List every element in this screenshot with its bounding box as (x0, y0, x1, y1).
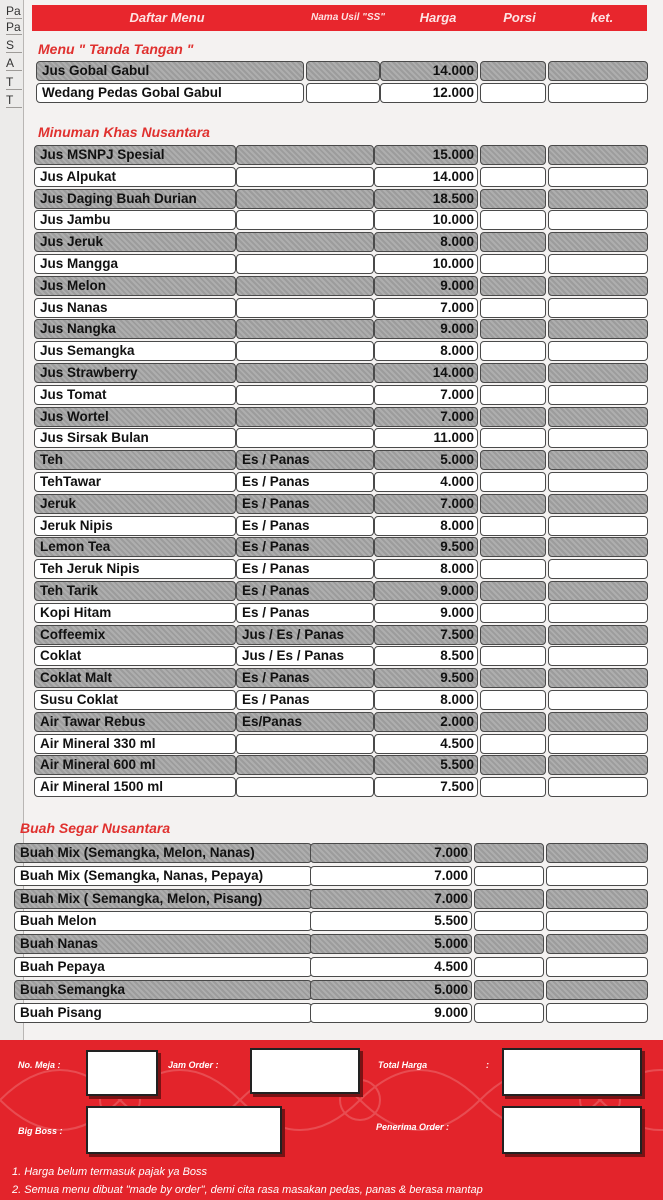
ket-field[interactable] (546, 911, 648, 931)
menu-row (0, 298, 663, 318)
item-price: 14.000 (374, 363, 478, 383)
porsi-field[interactable] (474, 980, 544, 1000)
item-name: Buah Pisang (14, 1003, 312, 1023)
item-option (236, 254, 374, 274)
item-price: 8.000 (374, 690, 478, 710)
item-option: Es / Panas (236, 668, 374, 688)
big-boss-field[interactable] (86, 1106, 282, 1154)
porsi-field[interactable] (480, 734, 546, 754)
header-nama: Nama Usil "SS" (311, 12, 385, 23)
item-price: 18.500 (374, 189, 478, 209)
ket-field[interactable] (548, 254, 648, 274)
item-name: Jus Strawberry (34, 363, 236, 383)
ket-field[interactable] (546, 866, 648, 886)
menu-row (0, 232, 663, 252)
ket-field[interactable] (548, 341, 648, 361)
menu-row (0, 581, 663, 601)
porsi-field[interactable] (480, 145, 546, 165)
total-harga-colon: : (486, 1060, 489, 1070)
item-price: 5.000 (310, 980, 472, 1000)
porsi-field[interactable] (480, 428, 546, 448)
porsi-field[interactable] (474, 911, 544, 931)
item-option (236, 755, 374, 775)
menu-row (0, 690, 663, 710)
ket-field[interactable] (548, 494, 648, 514)
menu-row (0, 319, 663, 339)
ket-field[interactable] (548, 363, 648, 383)
menu-row (0, 167, 663, 187)
porsi-field[interactable] (474, 934, 544, 954)
item-price: 8.500 (374, 646, 478, 666)
porsi-field[interactable] (480, 341, 546, 361)
item-price: 5.500 (374, 755, 478, 775)
item-option: Es / Panas (236, 690, 374, 710)
item-price: 11.000 (374, 428, 478, 448)
item-price: 8.000 (374, 232, 478, 252)
ket-field[interactable] (546, 889, 648, 909)
item-option: Jus / Es / Panas (236, 646, 374, 666)
ket-field[interactable] (548, 559, 648, 579)
ket-field[interactable] (548, 298, 648, 318)
item-price: 5.000 (374, 450, 478, 470)
ket-field[interactable] (548, 581, 648, 601)
menu-row (0, 712, 663, 732)
porsi-field[interactable] (474, 957, 544, 977)
item-price: 7.000 (310, 866, 472, 886)
menu-header (32, 5, 647, 31)
ket-field[interactable] (548, 189, 648, 209)
porsi-field[interactable] (474, 889, 544, 909)
item-price: 4.500 (310, 957, 472, 977)
total-harga-label: Total Harga (378, 1060, 428, 1070)
item-price: 2.000 (374, 712, 478, 732)
item-price: 15.000 (374, 145, 478, 165)
porsi-field[interactable] (474, 843, 544, 863)
edge-letter: T (6, 75, 22, 90)
menu-row (0, 603, 663, 623)
menu-row (0, 1003, 663, 1023)
item-name: Jus Nangka (34, 319, 236, 339)
menu-row (0, 385, 663, 405)
porsi-field[interactable] (480, 472, 546, 492)
item-name: Buah Semangka (14, 980, 312, 1000)
item-name: Jus Nanas (34, 298, 236, 318)
item-price: 7.000 (310, 889, 472, 909)
ket-field[interactable] (546, 1003, 648, 1023)
item-price: 7.500 (374, 777, 478, 797)
item-price: 9.000 (310, 1003, 472, 1023)
item-name: Jus Alpukat (34, 167, 236, 187)
item-name: Coklat (34, 646, 236, 666)
item-price: 14.000 (374, 167, 478, 187)
menu-row (0, 843, 663, 863)
item-option (236, 407, 374, 427)
penerima-order-label: Penerima Order : (376, 1122, 450, 1132)
menu-row (0, 145, 663, 165)
item-price: 7.000 (374, 407, 478, 427)
ket-field[interactable] (548, 83, 648, 103)
porsi-field[interactable] (480, 276, 546, 296)
header-porsi: Porsi (503, 10, 536, 25)
ket-field[interactable] (548, 755, 648, 775)
item-name: Teh (34, 450, 236, 470)
item-option (236, 319, 374, 339)
ket-field[interactable] (548, 646, 648, 666)
ket-field[interactable] (548, 450, 648, 470)
menu-row (0, 777, 663, 797)
item-name: Jeruk (34, 494, 236, 514)
menu-row (0, 210, 663, 230)
jam-order-field[interactable] (250, 1048, 360, 1094)
item-price: 8.000 (374, 516, 478, 536)
porsi-field[interactable] (480, 516, 546, 536)
item-name: Air Mineral 600 ml (34, 755, 236, 775)
porsi-field[interactable] (480, 690, 546, 710)
item-name: Buah Mix (Semangka, Melon, Nanas) (14, 843, 312, 863)
porsi-field[interactable] (480, 777, 546, 797)
item-name: Jus Wortel (34, 407, 236, 427)
item-name: Jus Tomat (34, 385, 236, 405)
porsi-field[interactable] (480, 232, 546, 252)
menu-row (0, 472, 663, 492)
no-meja-field[interactable] (86, 1050, 158, 1096)
item-price: 9.500 (374, 537, 478, 557)
ket-field[interactable] (548, 385, 648, 405)
porsi-field[interactable] (480, 581, 546, 601)
item-option (236, 189, 374, 209)
item-name: Jus Jeruk (34, 232, 236, 252)
menu-row (0, 889, 663, 909)
item-name: Kopi Hitam (34, 603, 236, 623)
edge-letter: A (6, 56, 22, 71)
porsi-field[interactable] (480, 450, 546, 470)
porsi-field[interactable] (480, 603, 546, 623)
porsi-field[interactable] (480, 755, 546, 775)
item-option (306, 61, 380, 81)
section-fruit-title: Buah Segar Nusantara (20, 820, 171, 836)
menu-row (0, 980, 663, 1000)
item-price: 10.000 (374, 210, 478, 230)
menu-row (0, 537, 663, 557)
header-harga: Harga (419, 10, 457, 25)
item-price: 7.500 (374, 625, 478, 645)
note-tax: 1. Harga belum termasuk pajak ya Boss (12, 1166, 208, 1178)
ket-field[interactable] (548, 407, 648, 427)
item-option (236, 341, 374, 361)
ket-field[interactable] (548, 210, 648, 230)
header-ket: ket. (590, 10, 614, 25)
item-name: Teh Tarik (34, 581, 236, 601)
item-price: 4.500 (374, 734, 478, 754)
item-name: Jus Melon (34, 276, 236, 296)
ket-field[interactable] (548, 232, 648, 252)
ket-field[interactable] (546, 934, 648, 954)
ket-field[interactable] (548, 145, 648, 165)
ket-field[interactable] (546, 980, 648, 1000)
porsi-field[interactable] (480, 385, 546, 405)
porsi-field[interactable] (480, 668, 546, 688)
item-option: Es / Panas (236, 537, 374, 557)
item-option: Es / Panas (236, 581, 374, 601)
ket-field[interactable] (548, 167, 648, 187)
porsi-field[interactable] (480, 363, 546, 383)
item-name: Lemon Tea (34, 537, 236, 557)
item-option (236, 298, 374, 318)
ket-field[interactable] (546, 957, 648, 977)
ket-field[interactable] (548, 712, 648, 732)
item-price: 8.000 (374, 559, 478, 579)
menu-row (0, 83, 663, 103)
ket-field[interactable] (548, 668, 648, 688)
no-meja-label: No. Meja : (18, 1060, 61, 1070)
item-option (236, 145, 374, 165)
item-price: 5.000 (310, 934, 472, 954)
ket-field[interactable] (548, 537, 648, 557)
porsi-field[interactable] (474, 1003, 544, 1023)
item-price: 9.000 (374, 603, 478, 623)
item-name: Jeruk Nipis (34, 516, 236, 536)
item-name: Buah Pepaya (14, 957, 312, 977)
menu-row (0, 934, 663, 954)
ket-field[interactable] (548, 61, 648, 81)
item-name: Jus Semangka (34, 341, 236, 361)
porsi-field[interactable] (480, 61, 546, 81)
menu-row (0, 61, 663, 81)
porsi-field[interactable] (480, 298, 546, 318)
section-drinks-title: Minuman Khas Nusantara (38, 124, 210, 140)
ket-field[interactable] (548, 625, 648, 645)
item-option (236, 734, 374, 754)
item-price: 8.000 (374, 341, 478, 361)
item-option (236, 167, 374, 187)
ket-field[interactable] (548, 603, 648, 623)
edge-letter: T (6, 93, 22, 108)
item-option: Es/Panas (236, 712, 374, 732)
item-option (306, 83, 380, 103)
ket-field[interactable] (548, 472, 648, 492)
item-name: Jus Daging Buah Durian (34, 189, 236, 209)
item-price: 7.000 (374, 298, 478, 318)
item-name: Coklat Malt (34, 668, 236, 688)
porsi-field[interactable] (480, 712, 546, 732)
item-name: Buah Nanas (14, 934, 312, 954)
porsi-field[interactable] (480, 537, 546, 557)
menu-row (0, 625, 663, 645)
porsi-field[interactable] (480, 189, 546, 209)
item-name: Coffeemix (34, 625, 236, 645)
porsi-field[interactable] (474, 866, 544, 886)
menu-row (0, 755, 663, 775)
big-boss-label: Big Boss : (18, 1126, 63, 1136)
item-option: Es / Panas (236, 603, 374, 623)
note-made-by-order: 2. Semua menu dibuat "made by order", demi cita rasa masakan pedas, panas & berasa mantap (12, 1184, 483, 1196)
item-name: Jus Sirsak Bulan (34, 428, 236, 448)
porsi-field[interactable] (480, 559, 546, 579)
item-price: 4.000 (374, 472, 478, 492)
item-option: Es / Panas (236, 472, 374, 492)
edge-letter: Pa (6, 20, 21, 34)
edge-letter: Pa (6, 4, 21, 18)
item-option (236, 363, 374, 383)
ket-field[interactable] (546, 843, 648, 863)
item-name: Teh Jeruk Nipis (34, 559, 236, 579)
item-option (236, 210, 374, 230)
item-option (236, 385, 374, 405)
menu-row (0, 254, 663, 274)
porsi-field[interactable] (480, 319, 546, 339)
item-name: Jus Jambu (34, 210, 236, 230)
item-option (236, 232, 374, 252)
item-name: TehTawar (34, 472, 236, 492)
jam-order-label: Jam Order : (168, 1060, 219, 1070)
menu-row (0, 646, 663, 666)
menu-row (0, 516, 663, 536)
item-name: Jus Gobal Gabul (36, 61, 304, 81)
ket-field[interactable] (548, 734, 648, 754)
ket-field[interactable] (548, 319, 648, 339)
item-price: 9.000 (374, 276, 478, 296)
item-price: 7.000 (310, 843, 472, 863)
item-option: Es / Panas (236, 516, 374, 536)
porsi-field[interactable] (480, 494, 546, 514)
menu-row (0, 668, 663, 688)
item-name: Jus MSNPJ Spesial (34, 145, 236, 165)
item-name: Air Tawar Rebus (34, 712, 236, 732)
item-option (236, 428, 374, 448)
item-name: Susu Coklat (34, 690, 236, 710)
item-name: Wedang Pedas Gobal Gabul (36, 83, 304, 103)
porsi-field[interactable] (480, 83, 546, 103)
porsi-field[interactable] (480, 210, 546, 230)
item-price: 12.000 (380, 83, 478, 103)
item-name: Buah Mix ( Semangka, Melon, Pisang) (14, 889, 312, 909)
menu-row (0, 363, 663, 383)
porsi-field[interactable] (480, 167, 546, 187)
section-signature-title: Menu " Tanda Tangan " (38, 41, 194, 57)
item-name: Buah Mix (Semangka, Nanas, Pepaya) (14, 866, 312, 886)
item-option: Jus / Es / Panas (236, 625, 374, 645)
porsi-field[interactable] (480, 625, 546, 645)
order-footer (0, 1040, 663, 1200)
item-name: Air Mineral 330 ml (34, 734, 236, 754)
ket-field[interactable] (548, 777, 648, 797)
item-option: Es / Panas (236, 559, 374, 579)
item-option: Es / Panas (236, 450, 374, 470)
menu-row (0, 341, 663, 361)
header-menu: Daftar Menu (129, 10, 205, 25)
menu-row (0, 734, 663, 754)
menu-row (0, 866, 663, 886)
edge-letter: S (6, 38, 22, 53)
menu-row (0, 428, 663, 448)
total-harga-field[interactable] (502, 1048, 642, 1096)
ket-field[interactable] (548, 690, 648, 710)
menu-row (0, 450, 663, 470)
item-price: 7.000 (374, 494, 478, 514)
menu-row (0, 957, 663, 977)
porsi-field[interactable] (480, 407, 546, 427)
ket-field[interactable] (548, 428, 648, 448)
item-price: 9.000 (374, 581, 478, 601)
item-name: Air Mineral 1500 ml (34, 777, 236, 797)
menu-row (0, 189, 663, 209)
item-name: Jus Mangga (34, 254, 236, 274)
item-price: 10.000 (374, 254, 478, 274)
porsi-field[interactable] (480, 646, 546, 666)
item-price: 5.500 (310, 911, 472, 931)
item-price: 9.500 (374, 668, 478, 688)
item-name: Buah Melon (14, 911, 312, 931)
menu-row (0, 276, 663, 296)
porsi-field[interactable] (480, 254, 546, 274)
item-option: Es / Panas (236, 494, 374, 514)
item-option (236, 777, 374, 797)
menu-row (0, 911, 663, 931)
menu-row (0, 494, 663, 514)
item-price: 7.000 (374, 385, 478, 405)
ket-field[interactable] (548, 516, 648, 536)
item-price: 14.000 (380, 61, 478, 81)
item-option (236, 276, 374, 296)
ket-field[interactable] (548, 276, 648, 296)
penerima-order-field[interactable] (502, 1106, 642, 1154)
menu-row (0, 407, 663, 427)
item-price: 9.000 (374, 319, 478, 339)
menu-row (0, 559, 663, 579)
